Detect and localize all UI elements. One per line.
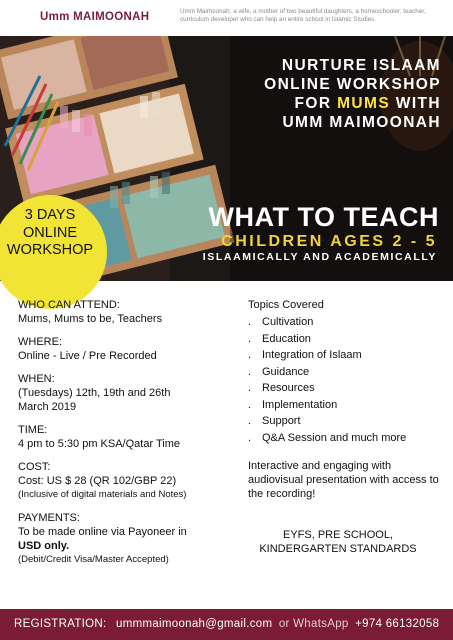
cost-note: (Inclusive of digital materials and Notes) [18, 489, 187, 500]
payments-heading: PAYMENTS: [18, 512, 80, 524]
workshop-title [211, 56, 441, 132]
standards-line-1: EYFS, PRE SCHOOL, [282, 529, 394, 541]
topic-item: . Cultivation [248, 314, 448, 331]
topic-item: . Resources [248, 380, 448, 397]
brand-second: MAIMOONAH [73, 11, 150, 23]
bullet-icon: . [248, 382, 252, 394]
cost-heading: COST: [18, 461, 51, 473]
payments-value-1: To be made online via Payoneer in [18, 526, 187, 538]
when-heading: WHEN: [18, 373, 55, 385]
brand-first: Umm [40, 11, 70, 23]
when-value-1: (Tuesdays) 12th, 19th and 26th [18, 387, 171, 399]
standards-line-2: KINDERGARTEN STANDARDS [259, 543, 417, 555]
title-highlight: MUMS [337, 95, 391, 112]
duration-badge-text [0, 207, 100, 260]
brand-tagline: Umm Maimoonah, a wife, a mother of two beautiful daughters, a homeschooler, teacher, curriculum developer who can help an entire school in Islamic Studies. [180, 8, 426, 23]
registration-email[interactable]: ummmaimoonah@gmail.com [116, 618, 273, 630]
registration-phone[interactable]: +974 66132058 [355, 618, 440, 630]
title-line-3 [211, 94, 441, 113]
cost-value: Cost: US $ 28 (QR 102/GBP 22) [18, 475, 177, 487]
registration-label: REGISTRATION: [14, 618, 107, 630]
topic-item: . Integration of Islaam [248, 347, 448, 364]
bullet-icon: . [248, 349, 252, 361]
where-value: Online - Live / Pre Recorded [18, 350, 157, 362]
title-line-4: UMM MAIMOONAH [282, 114, 441, 131]
bullet-icon: . [248, 365, 252, 378]
what-to-teach-heading: WHAT TO TEACH [208, 202, 439, 232]
badge-line-3: WORKSHOP [6, 242, 94, 258]
bullet-icon: . [248, 398, 252, 411]
badge-line-2: ONLINE [23, 224, 77, 241]
payments-note: (Debit/Credit Visa/Master Accepted) [18, 554, 169, 565]
interactive-note: Interactive and engaging with audiovisual presentation with access to the recording! [248, 460, 439, 500]
payments-value-2: USD only. [18, 540, 70, 552]
topics-section [248, 298, 448, 556]
topic-item: . Guidance [248, 364, 448, 381]
ages-subheading: CHILDREN AGES 2 - 5 [221, 233, 437, 250]
when-value-2: March 2019 [18, 401, 77, 413]
time-heading: TIME: [18, 424, 48, 436]
event-details [18, 298, 238, 567]
who-value: Mums, Mums to be, Teachers [18, 313, 163, 325]
title-line-2: ONLINE WORKSHOP [264, 76, 441, 93]
time-value: 4 pm to 5:30 pm KSA/Qatar Time [18, 438, 181, 450]
title-line-3-post: WITH [390, 95, 441, 112]
registration-connector: or WhatsApp [278, 618, 349, 630]
registration-footer [0, 609, 453, 640]
title-line-3-pre: FOR [294, 95, 338, 112]
topic-item: . Implementation [248, 397, 448, 414]
bullet-icon: . [248, 332, 252, 345]
islaamically-subheading: ISLAAMICALLY AND ACADEMICALLY [202, 251, 437, 263]
topic-item: . Q&A Session and much more [248, 430, 448, 447]
header [0, 0, 453, 36]
bullet-icon: . [248, 415, 252, 427]
topic-item: . Support [248, 413, 448, 430]
standards-note [248, 528, 428, 556]
where-heading: WHERE: [18, 336, 62, 348]
title-line-1: NURTURE ISLAAM [281, 57, 441, 74]
bullet-icon: . [248, 431, 252, 444]
who-heading: WHO CAN ATTEND: [18, 299, 120, 311]
topic-item: . Education [248, 331, 448, 348]
badge-line-1: 3 DAYS [24, 207, 76, 223]
topics-heading: Topics Covered [248, 299, 324, 311]
topics-list [248, 314, 448, 446]
bullet-icon: . [248, 316, 252, 328]
brand-logo [40, 11, 149, 23]
